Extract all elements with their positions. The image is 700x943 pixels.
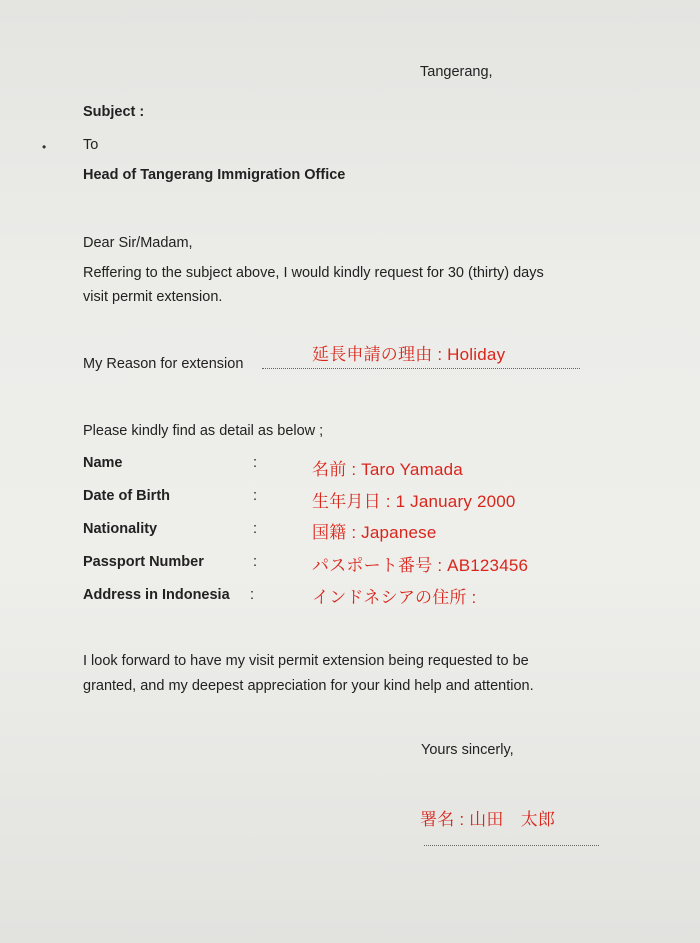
field-colon: : [250,587,255,603]
field-label-passport-number: Passport Number [83,554,204,570]
field-colon: : [253,455,258,471]
field-colon: : [253,521,258,537]
field-colon: : [253,554,258,570]
signature-dotted-line [424,845,599,846]
field-label-name: Name [83,455,123,471]
field-value-nationality: 国籍 : Japanese [312,523,437,542]
field-value-passport-number: パスポート番号 : AB123456 [312,556,529,575]
closing-line-2: granted, and my deepest appreciation for your kind help and attention. [83,678,534,694]
field-value-name: 名前 : Taro Yamada [312,460,463,479]
field-value-address: インドネシアの住所 : [312,588,477,607]
field-label-address: Address in Indonesia [83,587,230,603]
closing-line-1: I look forward to have my visit permit extension being requested to be [83,653,529,669]
reason-annotation: 延長申請の理由 : Holiday [312,345,506,364]
body-line-2: visit permit extension. [83,289,223,305]
reason-dotted-line [262,368,580,369]
body-line-1: Reffering to the subject above, I would kindly request for 30 (thirty) days [83,265,544,281]
field-label-date-of-birth: Date of Birth [83,488,170,504]
reason-label: My Reason for extension [83,356,244,372]
field-value-date-of-birth: 生年月日 : 1 January 2000 [312,492,516,511]
sign-off: Yours sincerly, [421,742,514,758]
field-label-nationality: Nationality [83,521,158,537]
to-label: To [83,137,99,153]
recipient: Head of Tangerang Immigration Office [83,167,346,183]
detail-intro: Please kindly find as detail as below ; [83,423,324,439]
signature-annotation: 署名 : 山田 太郎 [420,810,556,829]
subject-label: Subject : [83,104,145,120]
stray-mark: • [42,140,47,154]
salutation: Dear Sir/Madam, [83,235,193,251]
place-date: Tangerang, [420,64,493,80]
field-colon: : [253,488,258,504]
